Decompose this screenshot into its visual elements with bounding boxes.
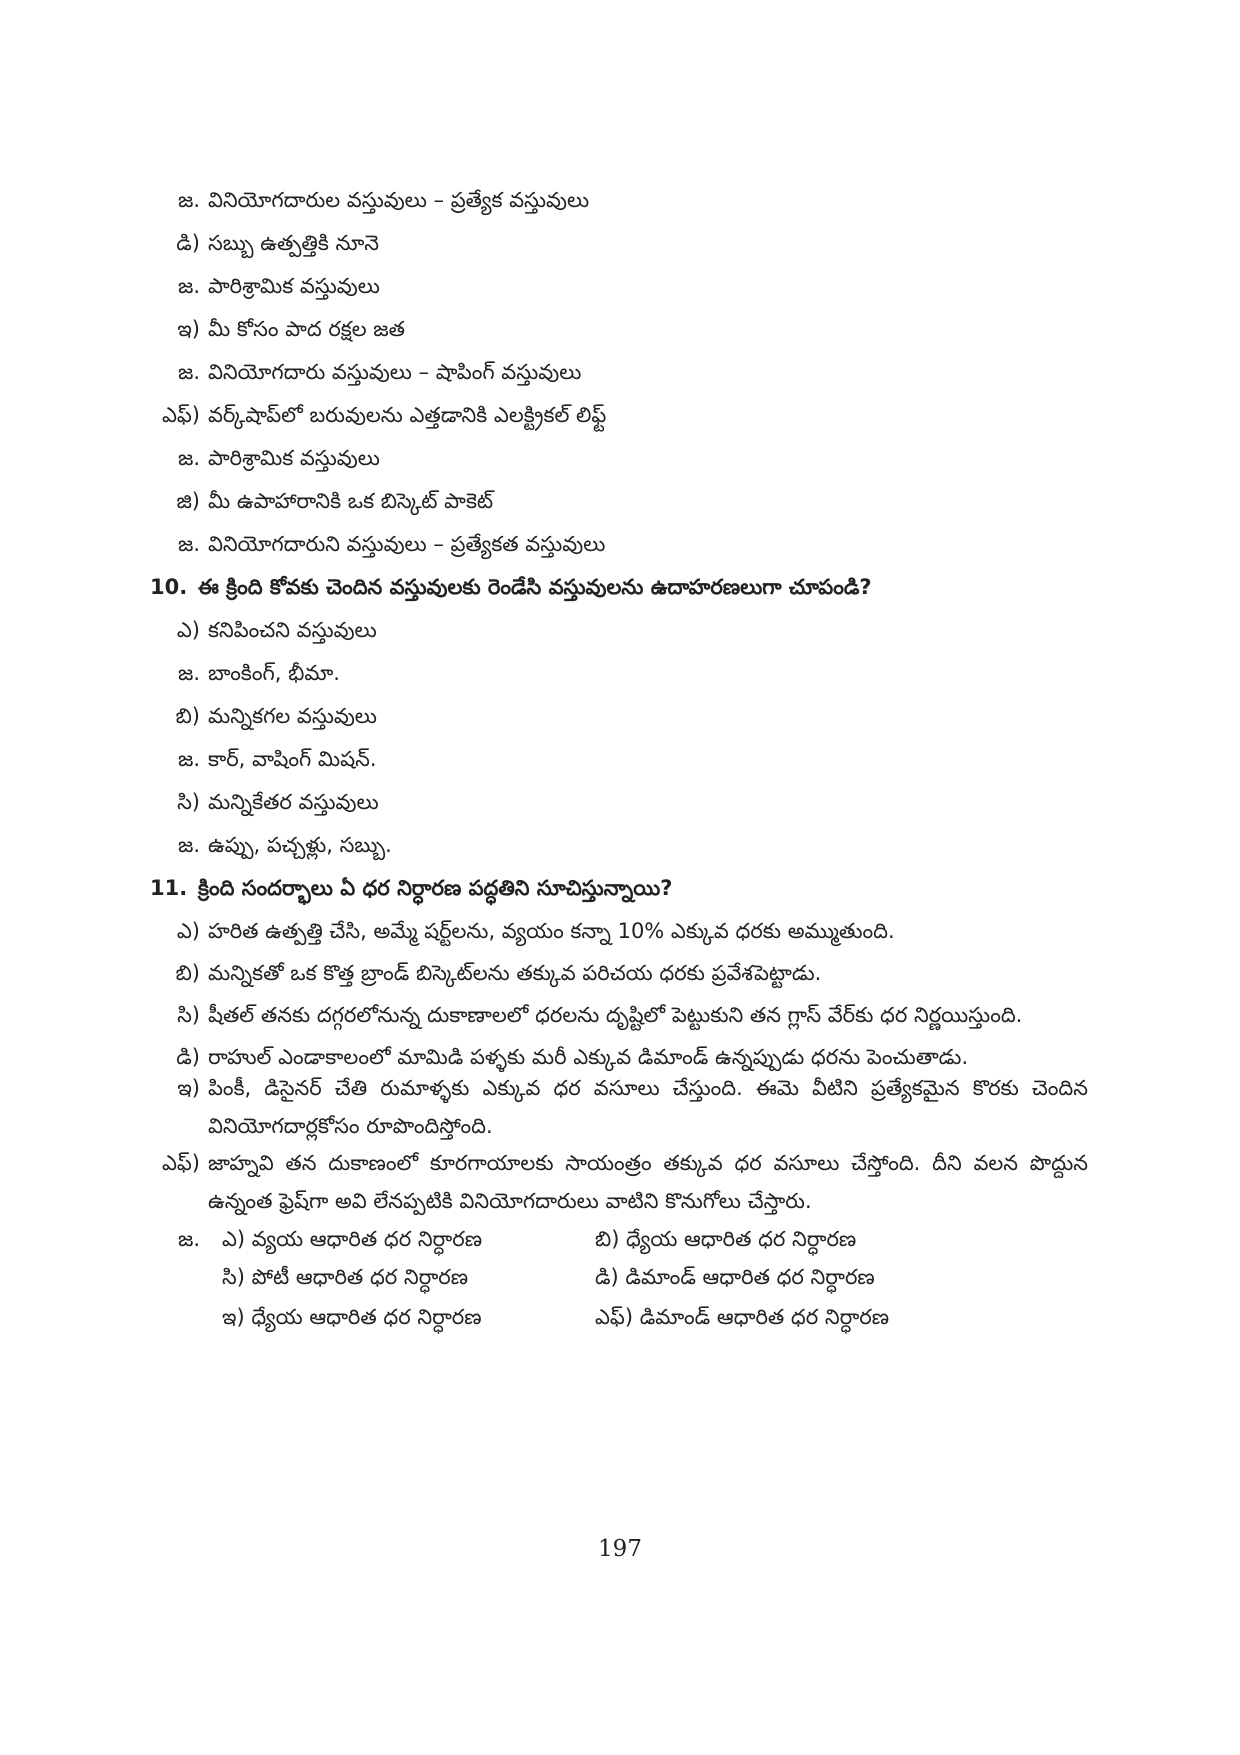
answer-item: డి) డిమాండ్ ఆధారిత ధర నిర్ధారణ <box>595 1265 875 1289</box>
item-label: బి) <box>175 704 200 728</box>
list-item <box>0 352 1240 392</box>
list-item <box>0 524 1240 564</box>
item-label: జ. <box>177 360 200 384</box>
item-text: వర్క్‌షాప్‌లో బరువులను ఎత్తడానికి ఎలక్ట్రికల్ లిఫ్ట్ <box>208 403 607 427</box>
list-item <box>0 825 1240 865</box>
item-text: జాహ్నవి తన దుకాణంలో కూరగాయాలకు సాయంత్రం తక్కువ ధర వసూలు చేస్తోంది. దీని వలన పొద్దున ఉన్నంత ఫ్రెష్‌గా అవి లేనప్పటికి వినియోగదారులు వాటిని కొనుగోలు చేస్తారు. <box>208 1151 1088 1213</box>
list-item <box>0 653 1240 693</box>
item-label: సి) <box>177 790 200 814</box>
item-text: ఉప్పు, పచ్చళ్లు, సబ్బు. <box>208 833 392 857</box>
question-number: 10. <box>150 575 188 599</box>
item-text: కనిపించని వస్తువులు <box>208 618 377 642</box>
item-text: మీ కోసం పాద రక్షల జత <box>208 317 405 341</box>
list-item <box>0 696 1240 736</box>
item-label: సి) <box>177 1003 200 1027</box>
answer-item: ఎ) వ్యయ ఆధారిత ధర నిర్ధారణ <box>222 1227 483 1251</box>
item-label: ఇ) <box>177 1076 200 1100</box>
list-item <box>0 180 1240 220</box>
item-label: ఇ) <box>177 317 200 341</box>
answer-item: ఎఫ్) డిమాండ్ ఆధారిత ధర నిర్ధారణ <box>595 1305 890 1329</box>
item-text: మన్నికగల వస్తువులు <box>208 704 377 728</box>
item-text: బాంకింగ్, భీమా. <box>208 661 340 685</box>
list-item <box>0 438 1240 478</box>
list-item <box>0 782 1240 822</box>
item-label: ఎఫ్) <box>161 403 200 427</box>
item-text: వినియోగదారు వస్తువులు – షాపింగ్ వస్తువులు <box>208 360 582 384</box>
item-text: మన్నికతో ఒక కొత్త బ్రాండ్ బిస్కెట్‌లను తక్కువ పరిచయ ధరకు ప్రవేశపెట్టాడు. <box>208 961 822 985</box>
item-text: కార్, వాషింగ్ మిషన్. <box>208 747 377 771</box>
question-text: ఈ క్రింది కోవకు చెందిన వస్తువులకు రెండేసి వస్తువులను ఉదాహరణలుగా చూపండి? <box>198 575 872 599</box>
answer-item: బి) ధ్యేయ ఆధారిత ధర నిర్ధారణ <box>595 1227 857 1251</box>
item-text: షీతల్ తనకు దగ్గరలోనున్న దుకాణాలలో ధరలను దృష్టిలో పెట్టుకుని తన గ్లాస్ వేర్‌కు ధర నిర్ణయిస్తుంది. <box>208 1003 1023 1027</box>
list-item <box>0 309 1240 349</box>
item-text: హరిత ఉత్పత్తి చేసి, అమ్మే షర్ట్‌లను, వ్యయం కన్నా 10% ఎక్కువ ధరకు అమ్ముతుంది. <box>208 919 895 943</box>
item-label: జ. <box>177 532 200 556</box>
question-10 <box>0 567 1240 607</box>
item-label: జ. <box>177 747 200 771</box>
answer-item: సి) పోటీ ఆధారిత ధర నిర్ధారణ <box>222 1265 469 1289</box>
page-number: 197 <box>598 1536 642 1562</box>
item-text: వినియోగదారుల వస్తువులు – ప్రత్యేక వస్తువులు <box>208 188 590 212</box>
item-label: ఎఫ్) <box>161 1151 200 1175</box>
item-label: జ. <box>177 188 200 212</box>
item-label: డి) <box>176 231 200 255</box>
list-item <box>0 266 1240 306</box>
question-number: 11. <box>150 876 188 900</box>
item-label: జ. <box>177 446 200 470</box>
list-item <box>0 481 1240 521</box>
list-item <box>0 739 1240 779</box>
item-label: ఎ) <box>176 919 200 943</box>
item-text: మీ ఉపాహారానికి ఒక బిస్కెట్ పాకెట్ <box>208 489 494 513</box>
item-text: వినియోగదారుని వస్తువులు – ప్రత్యేకత వస్తువులు <box>208 532 606 556</box>
item-label: ఎ) <box>176 618 200 642</box>
list-item <box>0 610 1240 650</box>
item-label: జ. <box>177 833 200 857</box>
question-11 <box>0 868 1240 908</box>
list-item <box>0 953 1240 993</box>
item-text: మన్నికేతర వస్తువులు <box>208 790 379 814</box>
item-label: జ. <box>177 274 200 298</box>
answer-item: ఇ) ధ్యేయ ఆధారిత ధర నిర్ధారణ <box>222 1305 482 1329</box>
list-item <box>0 223 1240 263</box>
list-item <box>0 995 1240 1035</box>
item-label: డి) <box>176 1045 200 1069</box>
question-text: క్రింది సందర్భాలు ఏ ధర నిర్ధారణ పద్ధతిని సూచిస్తున్నాయి? <box>198 876 673 900</box>
answer-label: జ. <box>177 1227 200 1251</box>
item-text: సబ్బు ఉత్పత్తికి నూనె <box>208 231 379 255</box>
list-item <box>0 911 1240 951</box>
item-label: బి) <box>175 961 200 985</box>
item-text: పారిశ్రామిక వస్తువులు <box>208 446 380 470</box>
list-item <box>0 395 1240 435</box>
item-label: జ. <box>177 661 200 685</box>
item-label: జి) <box>176 489 200 513</box>
item-text: పింకీ, డిసైనర్ చేతి రుమాళ్ళకు ఎక్కువ ధర వసూలు చేస్తుంది. ఈమె వీటిని ప్రత్యేకమైన కొరకు చెందిన వినియోగదార్లకోసం రూపొందిస్తోంది. <box>208 1076 1088 1138</box>
item-text: రాహుల్ ఎండాకాలంలో మామిడి పళ్ళకు మరీ ఎక్కువ డిమాండ్ ఉన్నప్పుడు ధరను పెంచుతాడు. <box>208 1045 969 1069</box>
item-text: పారిశ్రామిక వస్తువులు <box>208 274 380 298</box>
